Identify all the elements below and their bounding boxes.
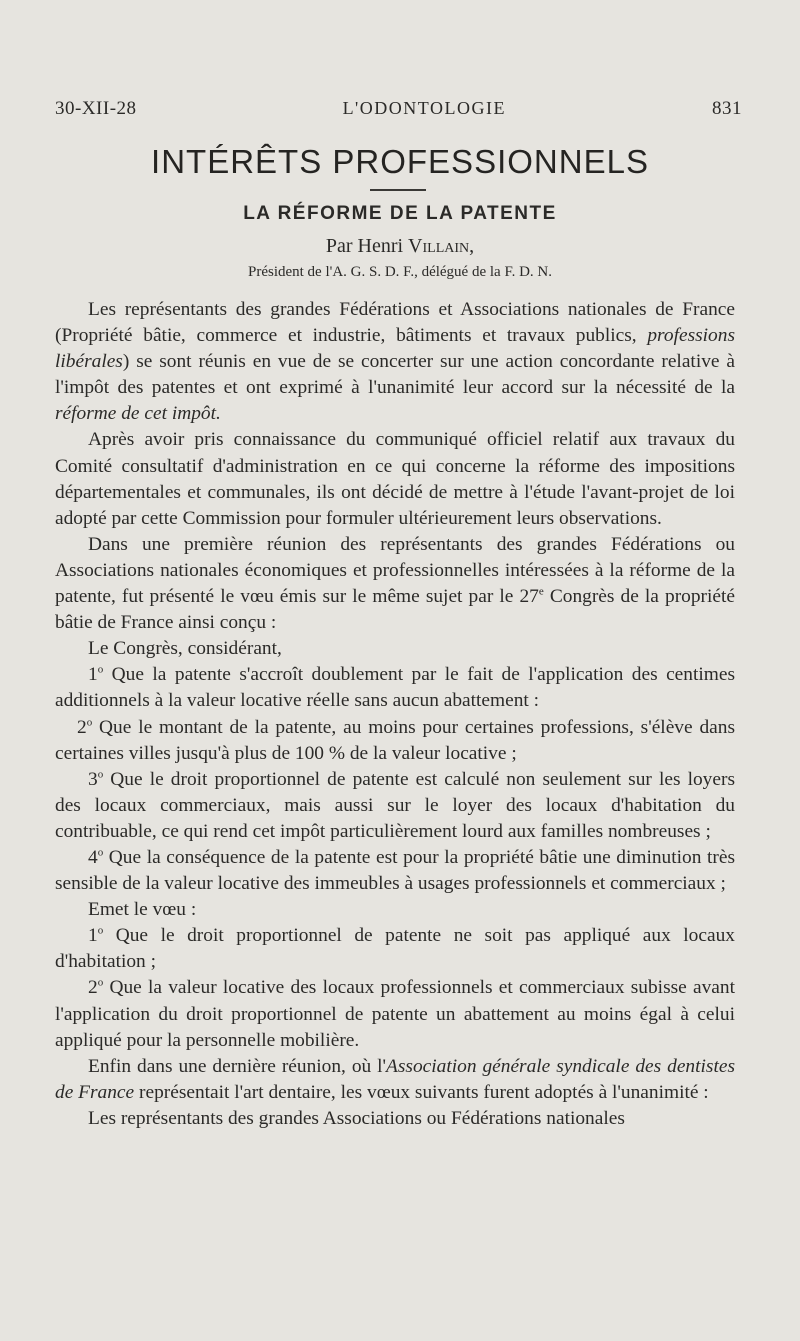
article-body (55, 297, 735, 1132)
paragraph: Après avoir pris connaissance du communiqué officiel relatif aux travaux du Comité consultatif d'administration en ce qui concerne la réforme des impositions départementales et communales, ils ont décidé de mettre à l'étude l'avant-projet de loi adopté par cette Commission pour formuler ultérieurement leurs observations. (55, 429, 735, 529)
paragraph: Enfin dans une dernière réunion, où l'Association générale syndicale des dentistes de France représentait l'art dentaire, les vœux suivants furent adoptés à l'unanimité : (55, 1055, 735, 1103)
list-item: 3$^o$ Que le droit proportionnel de patente est calculé non seulement sur les loyers des locaux commerciaux, mais aussi sur le loyer des locaux d'habitation du contribuable, ce qui rend cet impôt particulièrement lourd aux familles nombreuses ; (55, 768, 735, 842)
running-header (55, 98, 742, 120)
list-item: 4$^o$ Que la conséquence de la patente est pour la propriété bâtie une diminution très sensible de la valeur locative des immeubles à usages professionnels et commerciaux ; (55, 846, 735, 895)
list-item: 2$^o$ Que le montant de la patente, au moins pour certaines professions, s'élève dans certaines villes jusqu'à plus de 100 % de la valeur locative ; (55, 716, 735, 764)
paragraph: Emet le vœu : (88, 899, 197, 921)
list-item: 1$^o$ Que le droit proportionnel de patente ne soit pas appliqué aux locaux d'habitation ; (55, 924, 735, 973)
list-item: 2$^o$ Que la valeur locative des locaux professionnels et commerciaux subisse avant l'application du droit proportionnel de patente un abattement au moins égal à celui appliqué pour la personnelle mobilière. (55, 976, 735, 1051)
byline-prefix: Par Henri (325, 235, 404, 257)
section-title: INTÉRÊTS PROFESSIONNELS (151, 143, 649, 180)
paragraph: Les représentants des grandes Fédérations et Associations nationales de France (Propriété bâtie, commerce et industrie, bâtiments et travaux publics, professions libérales) se sont réunis en vue de se concerter sur une action concordante relative à l'impôt des patentes et ont exprimé à l'unanimité leur accord sur la nécessité de la réforme de cet impôt. (55, 299, 735, 425)
list-item: 1$^o$ Que la patente s'accroît doublement par le fait de l'application des centimes additionnels à la valeur locative réelle sans aucun abattement : (55, 663, 735, 712)
article-title: LA RÉFORME DE LA PATENTE (243, 203, 557, 224)
title-rule (370, 189, 426, 191)
author-name: Villain, (408, 235, 475, 257)
author-affiliation: Président de l'A. G. S. D. F., délégué de la F. D. N. (247, 264, 552, 280)
journal-name: L'ODONTOLOGIE (342, 98, 506, 118)
issue-date: 30-XII-28 (55, 98, 137, 119)
paragraph: Les représentants des grandes Associations ou Fédérations nationales (88, 1107, 625, 1129)
byline (0, 235, 800, 258)
paragraph: Le Congrès, considérant, (88, 638, 282, 660)
page-number: 831 (711, 98, 742, 119)
paragraph: Dans une première réunion des représentants des grandes Fédérations ou Associations nationales économiques et professionnelles intéressées à la réforme de la patente, fut présenté le vœu émis sur le même sujet par le 27e Congrès de la propriété bâtie de France ainsi conçu : (55, 533, 735, 634)
